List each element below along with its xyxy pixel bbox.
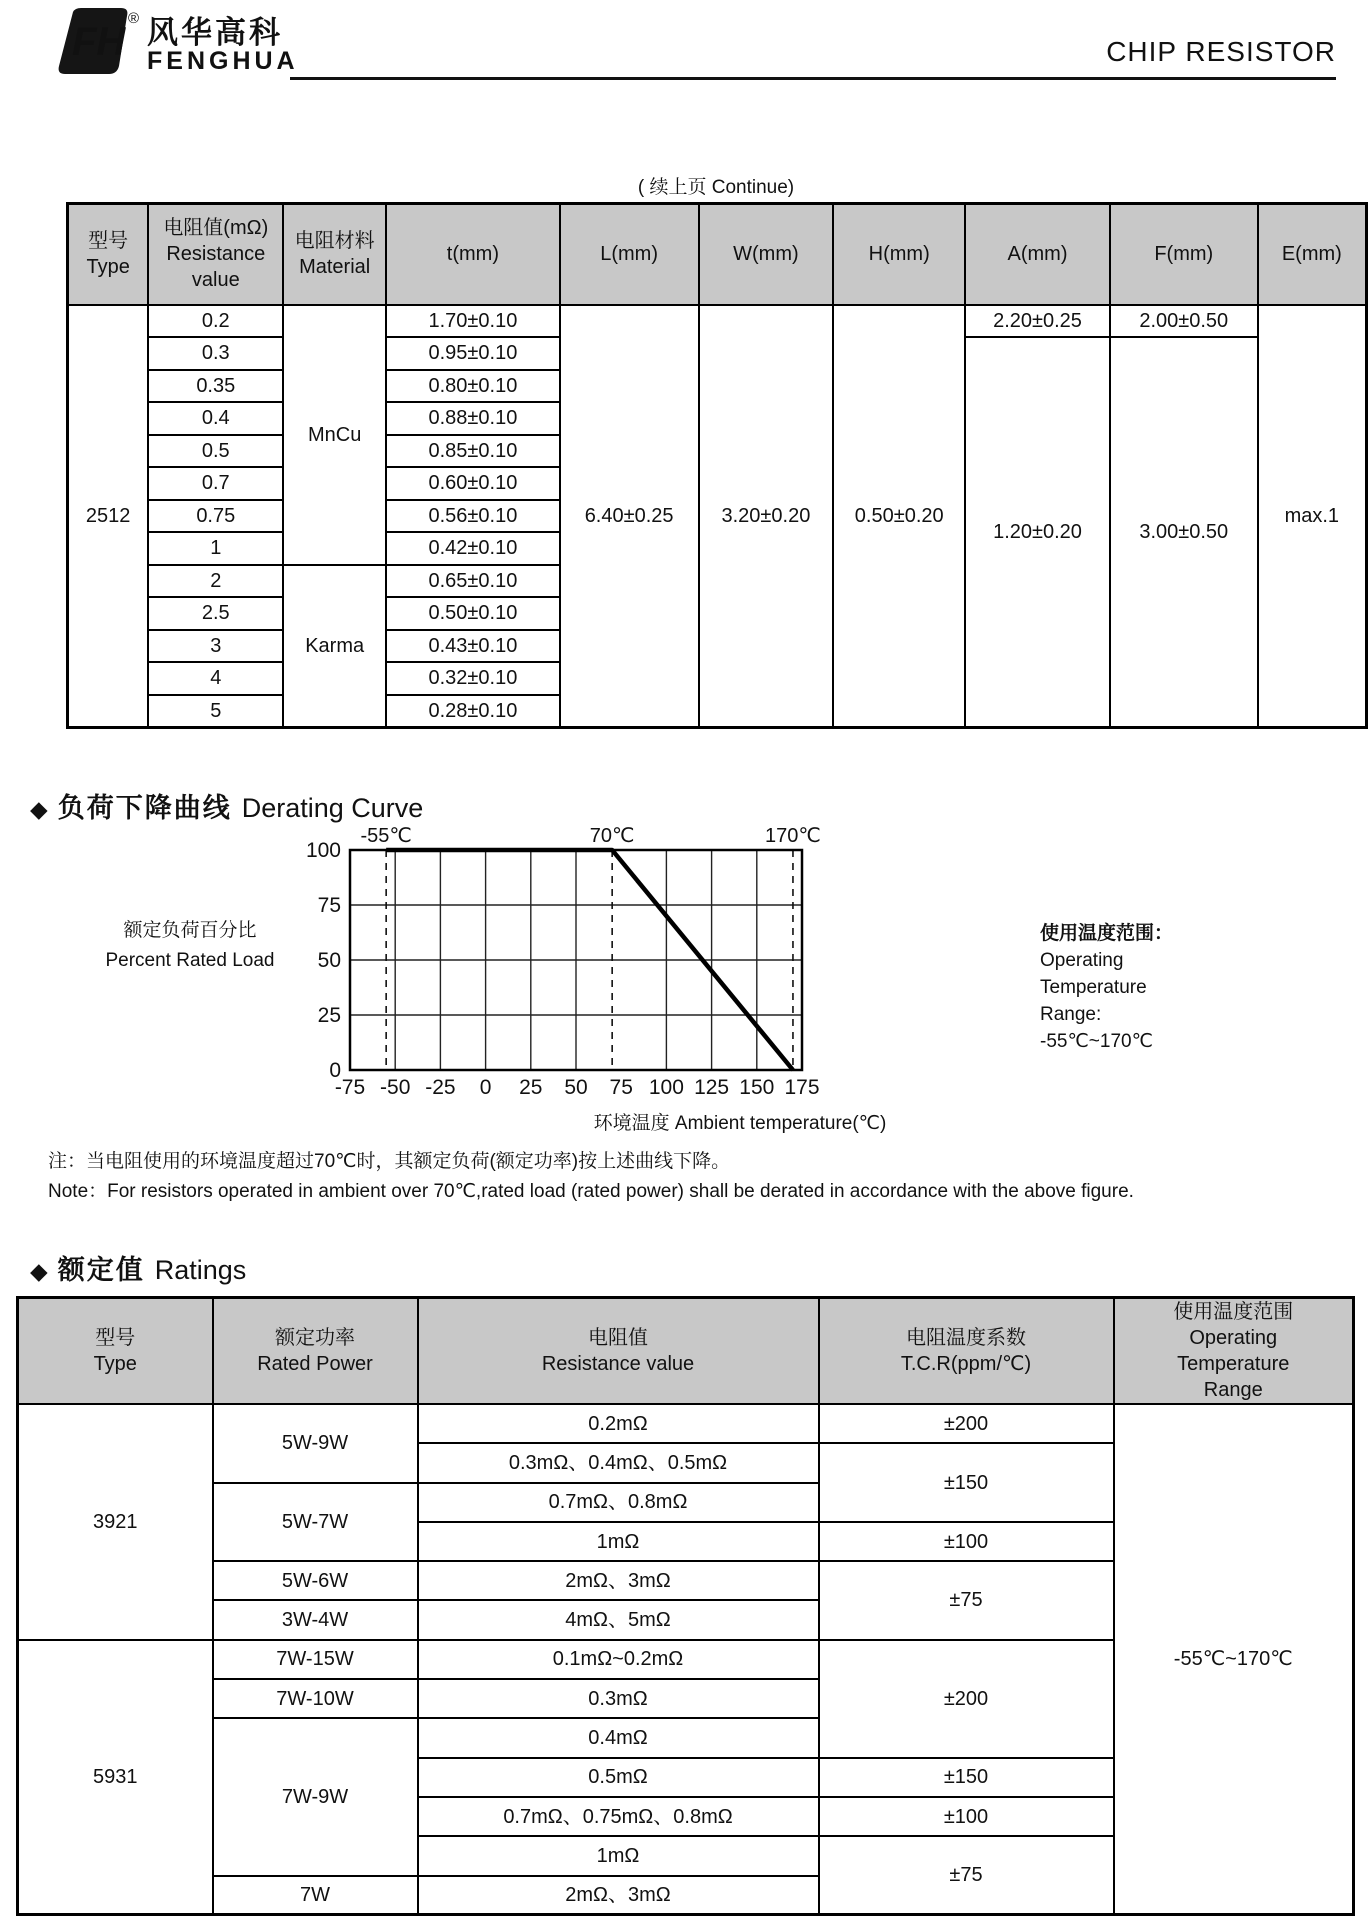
header-row: [68, 204, 1367, 305]
table-cell: 5: [148, 695, 283, 728]
column-header: 电阻值(mΩ) Resistance value: [148, 204, 283, 305]
table-cell: 0.7: [148, 467, 283, 500]
fenghua-logo-icon: [57, 8, 131, 74]
y-tick-label: 0: [329, 1059, 341, 1082]
table-cell: 1.70±0.10: [386, 305, 560, 338]
operating-range-block: [1040, 920, 1173, 1055]
temperature-annotation: 170℃: [765, 825, 821, 847]
table-cell: 7W-15W: [213, 1640, 418, 1679]
y-tick-label: 75: [317, 894, 341, 917]
data-table: [66, 202, 1368, 729]
ratings-section-heading: [30, 1248, 246, 1287]
column-header: H(mm): [833, 204, 965, 305]
column-header: F(mm): [1110, 204, 1258, 305]
table-cell: 0.2mΩ: [418, 1404, 819, 1443]
table-cell: 2mΩ、3mΩ: [418, 1561, 819, 1600]
data-table: [16, 1296, 1355, 1916]
table-cell: 0.5mΩ: [418, 1758, 819, 1797]
table-cell: 0.88±0.10: [386, 402, 560, 435]
table-cell: 5931: [18, 1640, 213, 1915]
table-cell: 0.60±0.10: [386, 467, 560, 500]
table-cell: ±200: [819, 1640, 1114, 1758]
derating-heading-cn: 负荷下降曲线: [57, 793, 232, 823]
table-cell: 2.5: [148, 597, 283, 630]
table-cell: 0.4: [148, 402, 283, 435]
ratings-heading-en: Ratings: [154, 1255, 247, 1285]
derating-curve-chart: [300, 815, 870, 1115]
x-tick-label: 125: [694, 1076, 730, 1099]
note-line-en: Note：For resistors operated in ambient over 70℃,rated load (rated power) shall be derated in accordance with the above figure.: [48, 1181, 1134, 1202]
table-cell: 0.1mΩ~0.2mΩ: [418, 1640, 819, 1679]
table-cell: 1: [148, 532, 283, 565]
table-cell: 3.00±0.50: [1110, 337, 1258, 727]
temperature-annotation: 70℃: [589, 825, 635, 847]
column-header: 电阻材料 Material: [283, 204, 386, 305]
dimension-table: [66, 202, 1368, 729]
table-cell: 0.3mΩ、0.4mΩ、0.5mΩ: [418, 1443, 819, 1482]
table-cell: 0.42±0.10: [386, 532, 560, 565]
continue-note: ( 续上页 Continue): [637, 177, 795, 198]
table-cell: 7W-10W: [213, 1679, 418, 1718]
table-cell: 7W: [213, 1876, 418, 1915]
diamond-icon: ◆: [30, 1258, 48, 1284]
table-cell: 0.4mΩ: [418, 1718, 819, 1757]
table-row: [18, 1404, 1354, 1443]
column-header: 型号 Type: [68, 204, 149, 305]
column-header: A(mm): [965, 204, 1110, 305]
column-header: 电阻温度系数 T.C.R(ppm/℃): [819, 1298, 1114, 1405]
column-header: 使用温度范围 Operating Temperature Range: [1114, 1298, 1354, 1405]
table-cell: 7W-9W: [213, 1718, 418, 1875]
x-tick-label: 150: [739, 1076, 775, 1099]
table-cell: 0.7mΩ、0.8mΩ: [418, 1483, 819, 1522]
x-tick-label: -25: [425, 1076, 456, 1099]
table-cell: 0.3: [148, 337, 283, 370]
note-line-cn: 注：当电阻使用的环境温度超过70℃时，其额定负荷(额定功率)按上述曲线下降。: [48, 1151, 731, 1172]
x-tick-label: 0: [479, 1076, 492, 1099]
table-row: [68, 305, 1367, 338]
table-cell: 4: [148, 662, 283, 695]
table-cell: 1.20±0.20: [965, 337, 1110, 727]
table-cell: 0.35: [148, 370, 283, 403]
x-tick-label: 75: [609, 1076, 633, 1099]
svg-text:FH: FH: [72, 20, 126, 64]
table-cell: 5W-7W: [213, 1483, 418, 1562]
table-cell: Karma: [283, 565, 386, 728]
table-cell: 4mΩ、5mΩ: [418, 1600, 819, 1639]
table-cell: 2: [148, 565, 283, 598]
table-cell: max.1: [1258, 305, 1367, 728]
op-range-line-1: Operating: [1040, 950, 1124, 971]
x-tick-label: -50: [380, 1076, 411, 1099]
y-axis-label-cn: 额定负荷百分比: [123, 920, 257, 941]
y-tick-label: 25: [317, 1004, 341, 1027]
column-header: E(mm): [1258, 204, 1367, 305]
table-cell: 1mΩ: [418, 1836, 819, 1875]
ratings-table: [16, 1296, 1355, 1916]
table-cell: 0.65±0.10: [386, 565, 560, 598]
table-cell: 0.28±0.10: [386, 695, 560, 728]
table-cell: 5W-6W: [213, 1561, 418, 1600]
brand-block: [147, 17, 299, 76]
y-axis-label-en: Percent Rated Load: [105, 950, 275, 971]
op-range-line-2: Temperature: [1040, 977, 1147, 998]
table-cell: MnCu: [283, 305, 386, 565]
brand-name-cn: 风华高科: [147, 15, 283, 50]
x-tick-label: -75: [334, 1076, 366, 1099]
op-range-value: -55℃~170℃: [1040, 1031, 1153, 1052]
table-cell: 6.40±0.25: [560, 305, 699, 728]
table-cell: 0.2: [148, 305, 283, 338]
column-header: 额定功率 Rated Power: [213, 1298, 418, 1405]
table-cell: 0.56±0.10: [386, 500, 560, 533]
table-cell: 0.7mΩ、0.75mΩ、0.8mΩ: [418, 1797, 819, 1836]
registered-mark: ®: [128, 10, 140, 27]
temperature-annotation: -55℃: [360, 825, 412, 847]
table-cell: ±150: [819, 1443, 1114, 1522]
table-cell: 2mΩ、3mΩ: [418, 1876, 819, 1915]
table-cell: 0.43±0.10: [386, 630, 560, 663]
table-cell: ±150: [819, 1758, 1114, 1797]
table-cell: 0.50±0.20: [833, 305, 965, 728]
column-header: t(mm): [386, 204, 560, 305]
diamond-icon: ◆: [30, 796, 48, 822]
column-header: L(mm): [560, 204, 699, 305]
x-tick-label: 25: [519, 1076, 543, 1099]
table-cell: 2.00±0.50: [1110, 305, 1258, 338]
column-header: 型号 Type: [18, 1298, 213, 1405]
table-cell: 2512: [68, 305, 149, 728]
column-header: 电阻值 Resistance value: [418, 1298, 819, 1405]
table-cell: 0.3mΩ: [418, 1679, 819, 1718]
table-cell: 0.5: [148, 435, 283, 468]
x-axis-label: 环境温度 Ambient temperature(℃): [593, 1113, 887, 1134]
y-tick-label: 50: [317, 949, 341, 972]
y-axis-label: [55, 916, 325, 976]
table-cell: 1mΩ: [418, 1522, 819, 1561]
ratings-heading-cn: 额定值: [57, 1255, 145, 1285]
derating-heading-en: Derating Curve: [241, 793, 424, 823]
table-cell: 2.20±0.25: [965, 305, 1110, 338]
table-cell: 0.85±0.10: [386, 435, 560, 468]
table-cell: 0.80±0.10: [386, 370, 560, 403]
table-cell: ±75: [819, 1836, 1114, 1915]
table-cell: 0.75: [148, 500, 283, 533]
x-tick-label: 100: [648, 1076, 684, 1099]
table-cell: ±200: [819, 1404, 1114, 1443]
table-cell: 3: [148, 630, 283, 663]
op-range-line-3: Range:: [1040, 1004, 1102, 1025]
op-range-line-cn: 使用温度范围：: [1040, 923, 1174, 944]
x-tick-label: 175: [784, 1076, 820, 1099]
table-cell: 3W-4W: [213, 1600, 418, 1639]
table-cell: 3921: [18, 1404, 213, 1640]
header-rule: [290, 77, 1336, 80]
table-cell: 3.20±0.20: [699, 305, 834, 728]
table-cell: ±100: [819, 1522, 1114, 1561]
y-tick-label: 100: [305, 839, 341, 862]
header-row: [18, 1298, 1354, 1405]
table-cell: 5W-9W: [213, 1404, 418, 1483]
column-header: W(mm): [699, 204, 834, 305]
x-tick-label: 50: [564, 1076, 588, 1099]
table-cell: 0.50±0.10: [386, 597, 560, 630]
table-cell: -55℃~170℃: [1114, 1404, 1354, 1915]
table-cell: ±100: [819, 1797, 1114, 1836]
table-cell: 0.95±0.10: [386, 337, 560, 370]
page-title: CHIP RESISTOR: [1106, 36, 1336, 67]
brand-name-en: FENGHUA: [147, 47, 299, 75]
table-cell: ±75: [819, 1561, 1114, 1640]
table-cell: 0.32±0.10: [386, 662, 560, 695]
